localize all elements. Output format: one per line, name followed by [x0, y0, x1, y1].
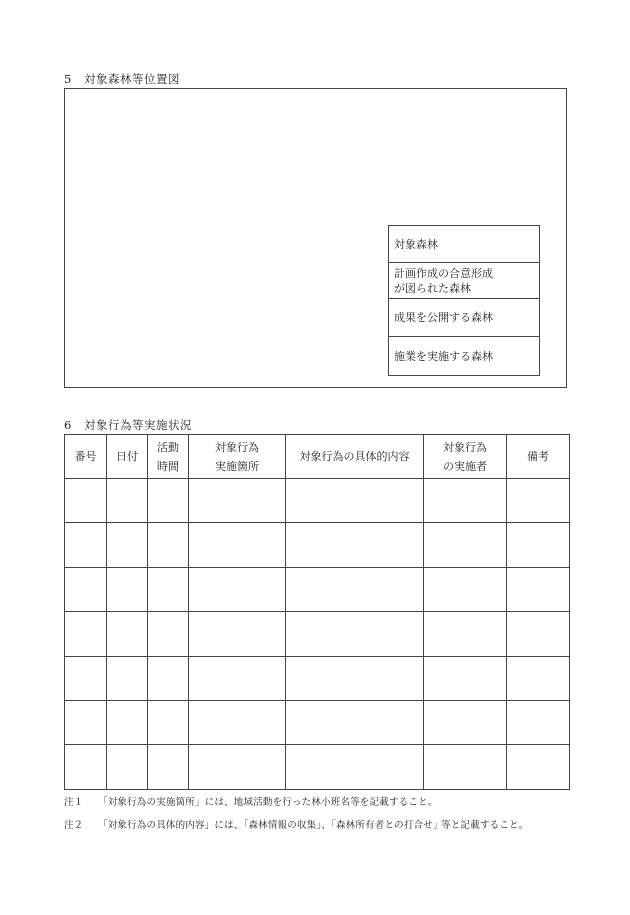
table-cell[interactable]: [189, 700, 286, 744]
legend-operation-forest: 施業を実施する森林: [389, 336, 539, 375]
table-cell[interactable]: [507, 479, 570, 523]
table-cell[interactable]: [107, 523, 148, 567]
table-cell[interactable]: [507, 523, 570, 567]
table-cell[interactable]: [148, 479, 189, 523]
table-cell[interactable]: [148, 523, 189, 567]
table-header-row: [65, 435, 570, 479]
table-row: [65, 567, 570, 611]
table-cell[interactable]: [189, 523, 286, 567]
table-cell[interactable]: [189, 479, 286, 523]
legend-consensus-forest: 計画作成の合意形成 が図られた森林: [389, 262, 539, 298]
table-cell[interactable]: [189, 656, 286, 700]
table-cell[interactable]: [148, 656, 189, 700]
table-cell[interactable]: [424, 479, 507, 523]
table-row: [65, 745, 570, 789]
note-1-text: 「対象行為の実施箇所」には、地域活動を行った林小班名等を記載すること。: [98, 797, 438, 808]
table-cell[interactable]: [107, 567, 148, 611]
header-remarks: 備考: [507, 435, 570, 479]
table-row: [65, 479, 570, 523]
table-cell[interactable]: [424, 700, 507, 744]
table-cell[interactable]: [148, 745, 189, 789]
header-content: 対象行為の具体的内容: [286, 435, 424, 479]
table-cell[interactable]: [424, 523, 507, 567]
table-row: [65, 700, 570, 744]
table-cell[interactable]: [507, 745, 570, 789]
table-cell[interactable]: [286, 656, 424, 700]
section-5-title: 対象森林等位置図: [84, 72, 180, 86]
table-cell[interactable]: [65, 567, 107, 611]
table-cell[interactable]: [424, 567, 507, 611]
section-5-heading: [64, 71, 180, 87]
legend-published-forest: 成果を公開する森林: [389, 298, 539, 336]
table-row: [65, 523, 570, 567]
header-performer: 対象行為 の実施者: [424, 435, 507, 479]
table-cell[interactable]: [107, 612, 148, 656]
header-number: 番号: [65, 435, 107, 479]
note-1-label: 注１: [64, 797, 84, 808]
table-cell[interactable]: [65, 612, 107, 656]
table-cell[interactable]: [286, 479, 424, 523]
section-5-number: 5: [64, 72, 72, 86]
table-cell[interactable]: [148, 567, 189, 611]
table-cell[interactable]: [424, 656, 507, 700]
table-cell[interactable]: [189, 745, 286, 789]
table-cell[interactable]: [148, 700, 189, 744]
section-6-number: 6: [64, 418, 72, 432]
note-1: [64, 794, 438, 808]
table-cell[interactable]: [286, 612, 424, 656]
table-row: [65, 612, 570, 656]
section-6-title: 対象行為等実施状況: [84, 418, 192, 432]
table-cell[interactable]: [65, 656, 107, 700]
table-cell[interactable]: [507, 612, 570, 656]
table-cell[interactable]: [507, 700, 570, 744]
table-cell[interactable]: [507, 656, 570, 700]
header-date: 日付: [107, 435, 148, 479]
table-body: [65, 479, 570, 790]
table-cell[interactable]: [424, 612, 507, 656]
table-cell[interactable]: [65, 745, 107, 789]
table-cell[interactable]: [189, 612, 286, 656]
table-cell[interactable]: [65, 479, 107, 523]
note-2-text: 「対象行為の具体的内容」には、｢森林情報の収集｣、｢森林所有者との打合せ｣ 等と記載すること。: [98, 820, 529, 831]
table-cell[interactable]: [107, 656, 148, 700]
table-cell[interactable]: [286, 745, 424, 789]
table-cell[interactable]: [107, 700, 148, 744]
table-cell[interactable]: [107, 745, 148, 789]
table-cell[interactable]: [107, 479, 148, 523]
table-row: [65, 656, 570, 700]
legend-target-forest: 対象森林: [394, 237, 438, 251]
map-legend: [388, 225, 540, 376]
table-cell[interactable]: [65, 700, 107, 744]
table-cell[interactable]: [148, 612, 189, 656]
header-activity-time: 活動 時間: [148, 435, 189, 479]
table-cell[interactable]: [286, 700, 424, 744]
table-cell[interactable]: [65, 523, 107, 567]
section-6-heading: [64, 417, 192, 433]
table-cell[interactable]: [424, 745, 507, 789]
activity-status-table: [64, 434, 570, 790]
note-2: [64, 817, 528, 831]
table-cell[interactable]: [189, 567, 286, 611]
note-2-label: 注２: [64, 820, 84, 831]
header-location: 対象行為 実施箇所: [189, 435, 286, 479]
table-cell[interactable]: [286, 523, 424, 567]
table-cell[interactable]: [286, 567, 424, 611]
table-cell[interactable]: [507, 567, 570, 611]
